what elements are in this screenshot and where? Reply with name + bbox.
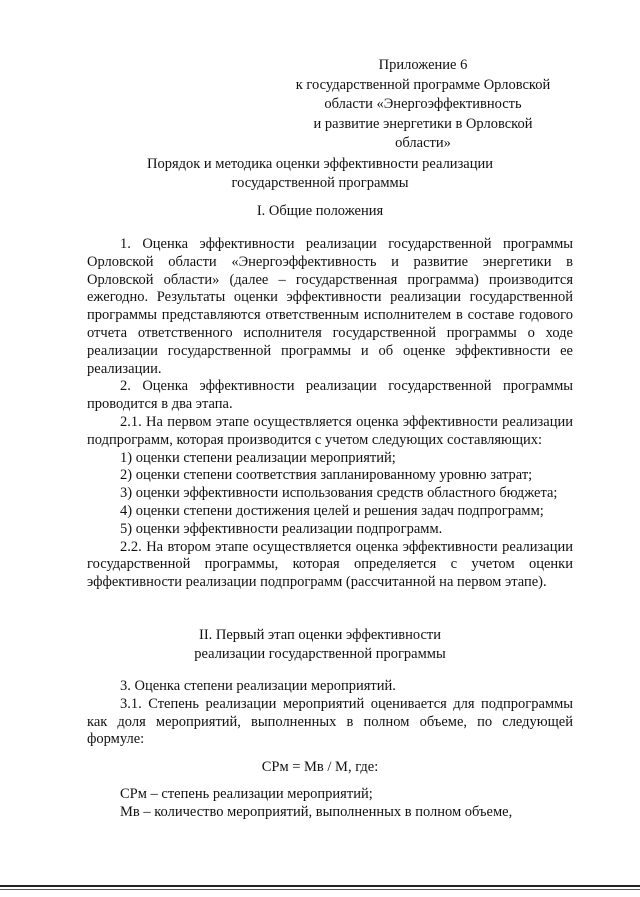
appendix-line: к государственной программе Орловской bbox=[295, 76, 551, 93]
appendix-line: и развитие энергетики в Орловской bbox=[313, 115, 533, 132]
section-2-body bbox=[87, 678, 573, 749]
page-bottom-edge bbox=[0, 885, 640, 887]
section-2-heading-line: реализации государственной программы bbox=[194, 646, 446, 662]
paragraph-3: 3. Оценка степени реализации мероприятий. bbox=[120, 678, 396, 694]
paragraph-2-1: 2.1. На первом этапе осуществляется оценка эффективности реализации подпрограмм, которая производится с учетом следующих составляющих: bbox=[87, 413, 573, 448]
section-1-body bbox=[87, 236, 573, 592]
appendix-line: области «Энергоэффективность bbox=[324, 96, 522, 112]
paragraph-2: 2. Оценка эффективности реализации государственной программы проводится в два этапа. bbox=[87, 378, 573, 413]
list-item: 1) оценки степени реализации мероприятий; bbox=[120, 449, 396, 466]
formula: СРм = Мв / М, где: bbox=[261, 759, 379, 775]
list-item: 5) оценки эффективности реализации подпрограмм. bbox=[120, 520, 443, 537]
appendix-line: области» bbox=[395, 135, 451, 151]
document-title bbox=[90, 155, 550, 193]
paragraph-1: 1. Оценка эффективности реализации государственной программы Орловской области «Энергоэффективность и развитие энергетики в Орловской области» (далее – государственная программа) производится ежегодно. Результаты оценки эффективности реализации государственной программы представляются ответственным исполнителем в составе годового отчета ответственного исполнителя государственной программы о ходе реализации государственной программы и об оценке эффективности ее реализации. bbox=[87, 236, 573, 377]
list-item: 2) оценки степени соответствия запланированному уровню затрат; bbox=[120, 467, 533, 484]
list-item: 4) оценки степени достижения целей и решения задач подпрограмм; bbox=[120, 502, 544, 519]
title-line: государственной программы bbox=[231, 175, 409, 191]
section-2-heading bbox=[0, 626, 640, 664]
page-bottom-edge-shadow bbox=[0, 889, 640, 890]
appendix-line: Приложение 6 bbox=[378, 57, 468, 73]
formula-definitions bbox=[87, 786, 573, 822]
definition: Мв – количество мероприятий, выполненных в полном объеме, bbox=[120, 803, 513, 820]
list-item: 3) оценки эффективности использования средств областного бюджета; bbox=[120, 485, 558, 502]
definition: СРм – степень реализации мероприятий; bbox=[120, 786, 373, 802]
paragraph-3-1: 3.1. Степень реализации мероприятий оценивается для подпрограммы как доля мероприятий, выполненных в полном объеме, по следующей формуле: bbox=[87, 695, 573, 748]
appendix-header bbox=[290, 56, 556, 154]
section-2-heading-line: II. Первый этап оценки эффективности bbox=[198, 627, 442, 643]
section-1-heading: I. Общие положения bbox=[256, 203, 384, 219]
paragraph-2-2: 2.2. На втором этапе осуществляется оценка эффективности реализации государственной программы, которая определяется с учетом оценки эффективности реализации подпрограмм (рассчитанной на первом этапе). bbox=[87, 538, 573, 591]
title-line: Порядок и методика оценки эффективности реализации bbox=[146, 156, 494, 172]
